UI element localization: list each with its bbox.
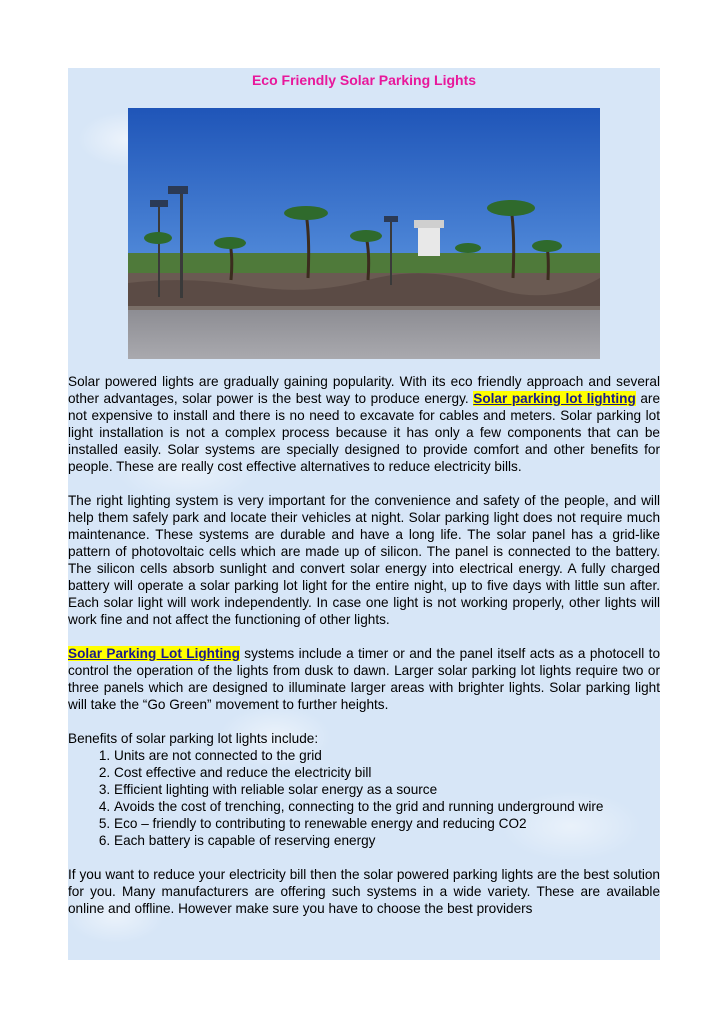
- list-item: 1. Units are not connected to the grid: [114, 747, 660, 764]
- list-item: 6. Each battery is capable of reserving energy: [114, 832, 660, 849]
- article-body: [68, 373, 660, 934]
- paragraph-2: The right lighting system is very important for the convenience and safety of the people, and will help them safely park and locate their vehicles at night. Solar parking light does not require much maintenance. These systems are durable and have a long life. The solar panel has a grid-like pattern of photovoltaic cells which are made up of silicon. The panel is connected to the battery. The silicon cells absorb sunlight and convert solar energy into electrical energy. A fully charged battery will operate a solar parking lot light for the entire night, up to five days with little sun after. Each solar light will work independently. In case one light is not working properly, other lights will work fine and not affect the functioning of other lights.: [68, 493, 660, 627]
- benefits-list: [68, 747, 660, 849]
- solar-parking-lot-lighting-link[interactable]: Solar parking lot lighting: [473, 391, 636, 406]
- page-title: Eco Friendly Solar Parking Lights: [251, 72, 477, 88]
- paragraph-3-text: systems include a timer or and the panel itself acts as a photocell to control the operation of the lights from dusk to dawn. Larger solar parking lot lights require two or three panels which are designed to illuminate larger areas with brighter lights. Solar parking light will take the “Go Green” movement to further heights.: [68, 646, 660, 712]
- paragraph-1-text-end: are not expensive to install and there is no need to excavate for cables and meters. Solar parking lot light installation is not a complex process because it has only a few components that can be installed easily. Solar systems are specially designed to provide comfort and other benefits for people. These are really cost effective alternatives to reduce electricity bills.: [68, 391, 660, 474]
- benefits-intro: Benefits of solar parking lot lights include:: [68, 731, 319, 746]
- paragraph-4: If you want to reduce your electricity bill then the solar powered parking lights are the best solution for you. Many manufacturers are offering such systems in a wide variety. These are available online and offline. However make sure you have to choose the best providers: [68, 867, 660, 916]
- solar-parking-lot-lighting-link-2[interactable]: Solar Parking Lot Lighting: [68, 646, 240, 661]
- list-item: 5. Eco – friendly to contributing to renewable energy and reducing CO2: [114, 815, 660, 832]
- list-item: 2. Cost effective and reduce the electricity bill: [114, 764, 660, 781]
- paragraph-1-text-start: Solar powered lights are gradually gaining popularity. With its eco friendly approach and several other advantages, solar power is the best way to produce energy.: [68, 374, 660, 406]
- document-page: [68, 68, 660, 960]
- list-item: 4. Avoids the cost of trenching, connecting to the grid and running underground wire: [114, 798, 660, 815]
- solar-parking-photo: [128, 108, 600, 359]
- paragraph-1: [68, 373, 660, 475]
- list-item: 3. Efficient lighting with reliable solar energy as a source: [114, 781, 660, 798]
- paragraph-3: [68, 645, 660, 713]
